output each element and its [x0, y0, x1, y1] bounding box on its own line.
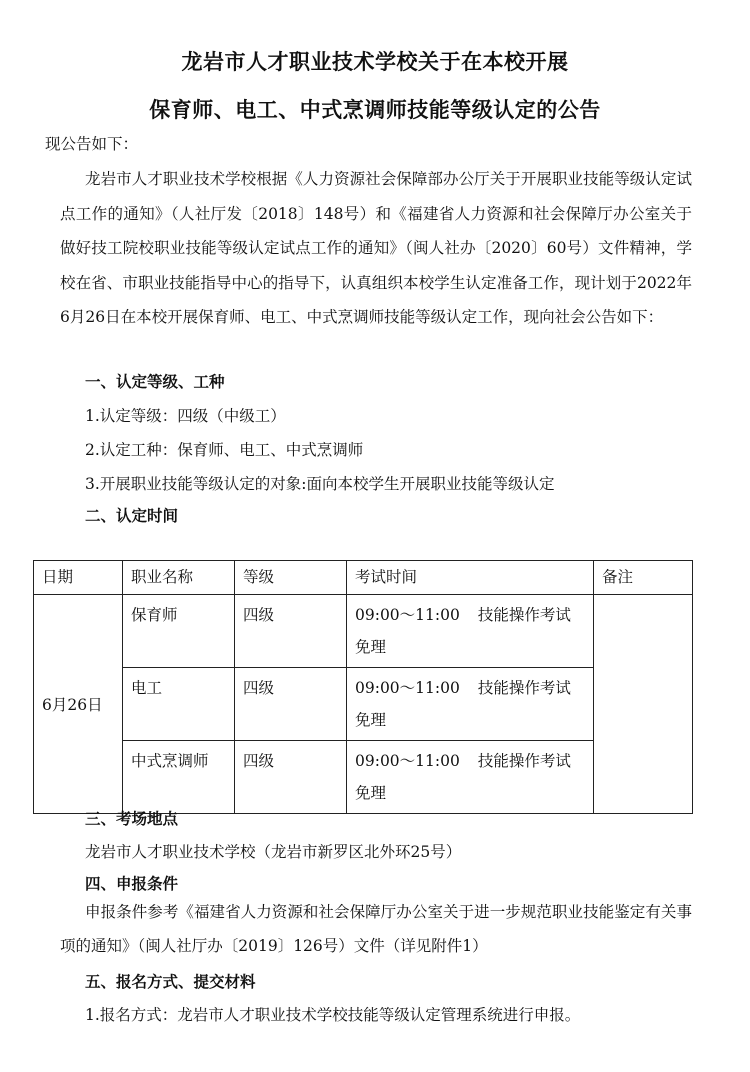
time-range: 09:00～11:00 [355, 679, 460, 697]
job-cell: 中式烹调师 [123, 741, 235, 814]
section-1-item-3: 3.开展职业技能等级认定的对象:面向本校学生开展职业技能等级认定 [85, 475, 555, 493]
exam-note: 免理 [355, 638, 387, 656]
exam-note: 免理 [355, 784, 387, 802]
header-date: 日期 [34, 561, 123, 595]
table-row [34, 595, 693, 668]
section-1-item-2: 2.认定工种：保育师、电工、中式烹调师 [85, 441, 364, 459]
header-time: 考试时间 [347, 561, 594, 595]
section-2-heading: 二、认定时间 [85, 507, 179, 525]
exam-type: 技能操作考试 [477, 679, 571, 697]
section-4-heading: 四、申报条件 [85, 875, 179, 893]
header-note: 备注 [594, 561, 693, 595]
greeting: 现公告如下： [45, 135, 139, 153]
table-header-row [34, 561, 693, 595]
section-4-text: 申报条件参考《福建省人力资源和社会保障厅办公室关于进一步规范职业技能鉴定有关事项的通知》（闽人社厅办〔2019〕126号）文件（详见附件1） [60, 903, 692, 955]
job-cell: 保育师 [123, 595, 235, 668]
section-1-heading: 一、认定等级、工种 [85, 373, 225, 391]
exam-note: 免理 [355, 711, 387, 729]
title-line-1: 龙岩市人才职业技术学校关于在本校开展 [181, 50, 569, 74]
title-line-2: 保育师、电工、中式烹调师技能等级认定的公告 [149, 98, 601, 122]
level-cell: 四级 [235, 741, 347, 814]
time-cell [347, 595, 594, 668]
remark-cell [594, 595, 693, 814]
section-3-text: 龙岩市人才职业技术学校（龙岩市新罗区北外环25号） [85, 843, 462, 861]
level-cell: 四级 [235, 595, 347, 668]
header-job: 职业名称 [123, 561, 235, 595]
exam-type: 技能操作考试 [477, 752, 571, 770]
intro-paragraph: 龙岩市人才职业技术学校根据《人力资源社会保障部办公厅关于开展职业技能等级认定试点工作的通知》（人社厅发〔2018〕148号）和《福建省人力资源和社会保障厅办公室关于做好技工院校职业技能等级认定试点工作的通知》（闽人社办〔2020〕60号）文件精神，学校在省、市职业技能指导中心的指导下，认真组织本校学生认定准备工作，现计划于2022年6月26日在本校开展保育师、电工、中式烹调师技能等级认定工作，现向社会公告如下： [60, 170, 692, 326]
time-cell [347, 741, 594, 814]
time-cell [347, 668, 594, 741]
date-cell: 6月26日 [34, 595, 123, 814]
level-cell: 四级 [235, 668, 347, 741]
exam-type: 技能操作考试 [477, 606, 571, 624]
section-5-item-1: 1.报名方式：龙岩市人才职业技术学校技能等级认定管理系统进行申报。 [85, 1006, 581, 1024]
schedule-table [33, 560, 693, 814]
time-range: 09:00～11:00 [355, 752, 460, 770]
section-5-heading: 五、报名方式、提交材料 [85, 973, 256, 991]
time-range: 09:00～11:00 [355, 606, 460, 624]
section-1-item-1: 1.认定等级：四级（中级工） [85, 407, 286, 425]
header-level: 等级 [235, 561, 347, 595]
job-cell: 电工 [123, 668, 235, 741]
section-3-heading: 三、考场地点 [85, 810, 179, 828]
